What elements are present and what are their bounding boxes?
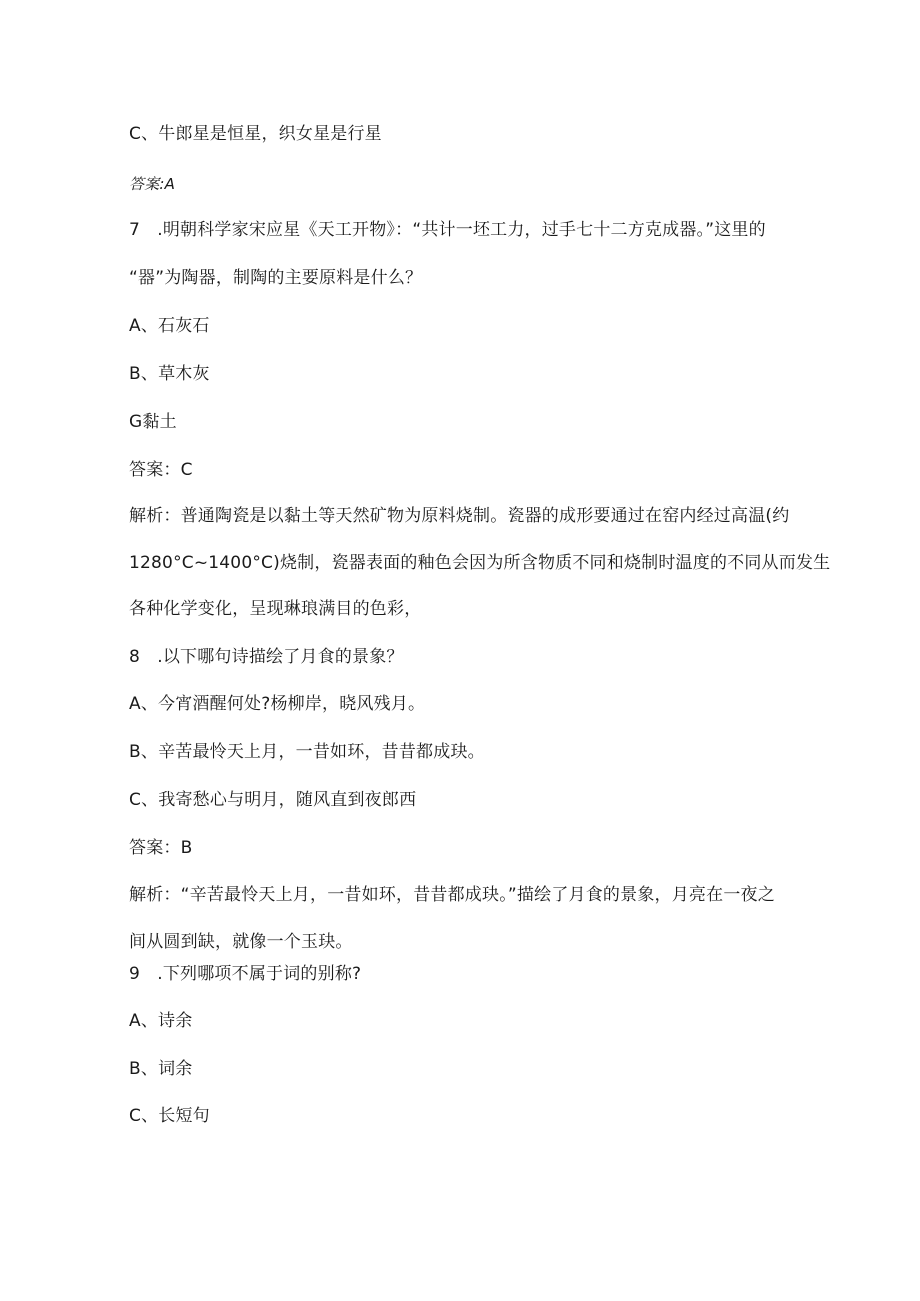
q9-question: 9 .下列哪项不属于词的别称? bbox=[129, 964, 362, 984]
q7-option-a: A、石灰石 bbox=[129, 316, 210, 336]
q9-option-a: A、诗余 bbox=[129, 1011, 193, 1031]
q7-option-b: B、草木灰 bbox=[129, 364, 210, 384]
q7-explanation-line2: 1280°C~1400°C)烧制，瓷器表面的釉色会因为所含物质不同和烧制时温度的不同从而发生 bbox=[129, 553, 831, 573]
q7-explanation-line3: 各种化学变化，呈现琳琅满目的色彩， bbox=[129, 599, 422, 619]
q8-explanation-line2: 间从圆到缺，就像一个玉玦。 bbox=[129, 932, 353, 952]
q9-option-b: B、词余 bbox=[129, 1059, 193, 1079]
q7-question-line2: “器”为陶器，制陶的主要原料是什么？ bbox=[129, 268, 423, 288]
q8-answer: 答案：B bbox=[129, 838, 193, 858]
q7-explanation-line1: 解析：普通陶瓷是以黏土等天然矿物为原料烧制。瓷器的成形要通过在窑内经过高温(约 bbox=[129, 506, 790, 526]
q9-option-c: C、长短句 bbox=[129, 1106, 210, 1126]
q8-option-b: B、辛苦最怜天上月，一昔如环，昔昔都成玦。 bbox=[129, 742, 485, 762]
q8-option-c: C、我寄愁心与明月，随风直到夜郎西 bbox=[129, 790, 417, 810]
q6-option-c: C、牛郎星是恒星，织女星是行星 bbox=[129, 124, 382, 144]
q7-question-line1: 7 .明朝科学家宋应星《天工开物》：“共计一坯工力，过手七十二方克成器。”这里的 bbox=[129, 220, 766, 240]
q7-answer: 答案：C bbox=[129, 460, 193, 480]
q7-option-c: G黏土 bbox=[129, 412, 177, 432]
q8-explanation-line1: 解析：“辛苦最怜天上月，一昔如环，昔昔都成玦。”描绘了月食的景象，月亮在一夜之 bbox=[129, 885, 775, 905]
q8-option-a: A、今宵酒醒何处?杨柳岸，晓风残月。 bbox=[129, 694, 426, 714]
q6-answer: 答案:A bbox=[129, 175, 176, 193]
q8-question: 8 .以下哪句诗描绘了月食的景象？ bbox=[129, 647, 404, 667]
